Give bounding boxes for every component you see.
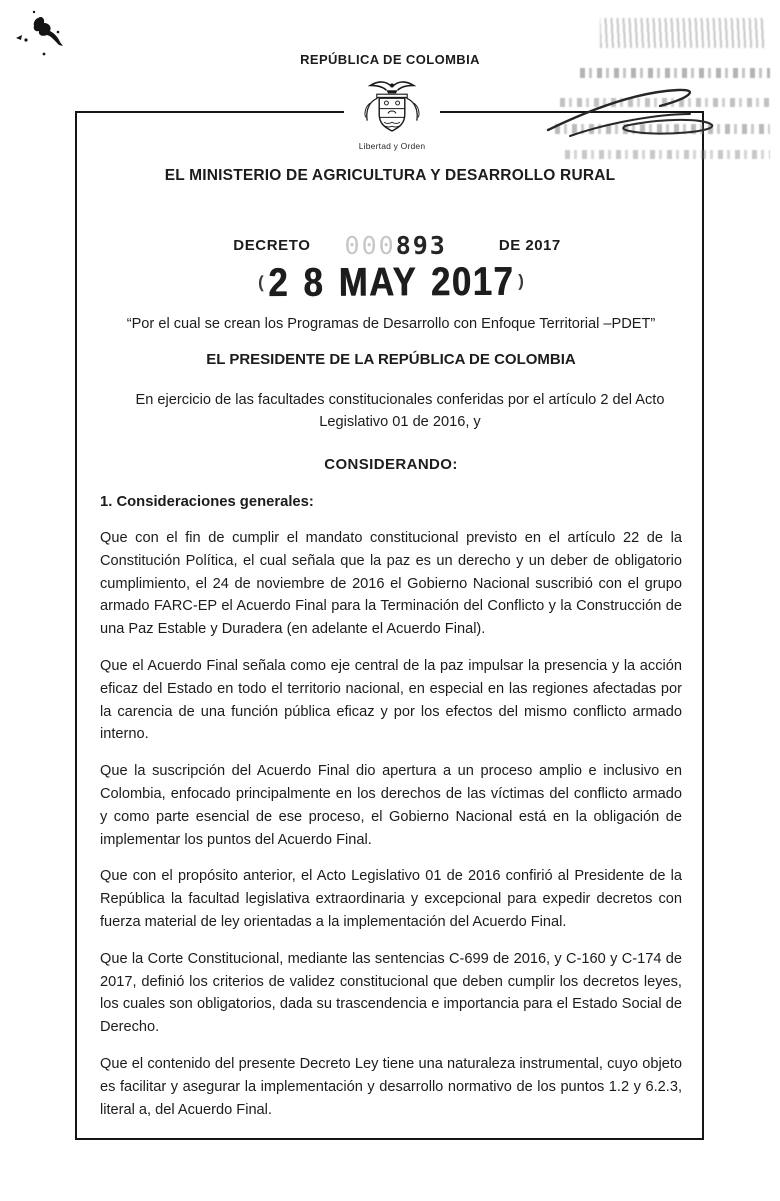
stamp-paren-close: ) <box>518 271 524 291</box>
coat-of-arms <box>344 79 440 165</box>
ink-blot-mark <box>14 10 84 75</box>
paragraph-4: Que con el propósito anterior, el Acto Legislativo 01 de 2016 confirió al Presidente de la República la facultad legislativa extraordinaria y excepcional para expedir decretos con fuerza material de ley orientadas a la implementación del Acuerdo Final. <box>100 868 682 930</box>
coat-of-arms-icon <box>356 79 428 143</box>
document-frame <box>75 111 704 1140</box>
stamp-noise-row4 <box>565 150 770 159</box>
legal-powers-statement: En ejercicio de las facultades constitucionales conferidas por el artículo 2 del Acto Legislativo 01 de 2016, y <box>135 392 665 430</box>
ministry-title: EL MINISTERIO DE AGRICULTURA Y DESARROLLO RURAL <box>164 167 616 184</box>
decree-subject: “Por el cual se crean los Programas de Desarrollo con Enfoque Territorial –PDET” <box>126 316 656 332</box>
paragraph-5: Que la Corte Constitucional, mediante las sentencias C-699 de 2016, y C-160 y C-174 de 2017, definió los criterios de validez constitucional que deben cumplir los decretos leyes, los cuales son obligatorios, dada su trascendencia e importancia para el Estado Social de Derecho. <box>100 950 682 1036</box>
section-heading: 1. Consideraciones generales: <box>100 494 314 510</box>
paragraph-2: Que el Acuerdo Final señala como eje central de la paz impulsar la presencia y la acción eficaz del Estado en todo el territorio nacional, en especial en las regiones afectadas por la carencia de una función pública eficaz y por los efectos del mismo conflicto armado interno. <box>100 657 682 743</box>
decree-number-stamp <box>345 231 447 260</box>
stamp-date-text: 2 8 MAY 2017 <box>267 258 515 305</box>
decree-year: DE 2017 <box>498 237 561 254</box>
decree-number-faint: 000 <box>344 231 396 260</box>
emblem-motto: Libertad y Orden <box>358 141 426 151</box>
considerations-paragraphs <box>100 527 682 1121</box>
date-stamp <box>100 258 682 305</box>
authority-title: EL PRESIDENTE DE LA REPÚBLICA DE COLOMBIA <box>206 351 576 368</box>
document-content <box>77 113 702 1138</box>
decree-number-line <box>106 231 688 260</box>
decree-label: DECRETO <box>233 237 311 254</box>
decree-number: 893 <box>395 231 447 260</box>
stamp-noise-row1 <box>580 68 770 78</box>
paragraph-6: Que el contenido del presente Decreto Ley tiene una naturaleza instrumental, cuyo objeto es facilitar y asegurar la implementación y desarrollo normativo de los puntos 1.2 y 6.2.3, literal a, del Acuerdo Final. <box>100 1055 682 1118</box>
paragraph-1: Que con el fin de cumplir el mandato constitucional previsto en el artículo 22 de la Constitución Política, el cual señala que la paz es un derecho y un deber de obligatorio cumplimiento, el 24 de noviembre de 2016 el Gobierno Nacional suscribió con el grupo armado FARC-EP el Acuerdo Final para la Terminación del Conflicto y la Construcción de una Paz Estable y Duradera (en adelante el Acuerdo Final). <box>100 530 682 638</box>
considering-heading: CONSIDERANDO: <box>324 456 458 473</box>
signature-scribble <box>540 84 740 149</box>
stamp-noise-top <box>600 18 765 48</box>
paragraph-3: Que la suscripción del Acuerdo Final dio apertura a un proceso amplio e inclusivo en Colombia, enfocado principalmente en los derechos de las víctimas del conflicto armado y como parte esencial de ese proceso, el Gobierno Nacional está en la obligación de implementar los puntos del Acuerdo Final. <box>100 763 682 848</box>
republic-title: REPÚBLICA DE COLOMBIA <box>300 52 480 67</box>
stamp-paren-open: ( <box>258 272 264 292</box>
